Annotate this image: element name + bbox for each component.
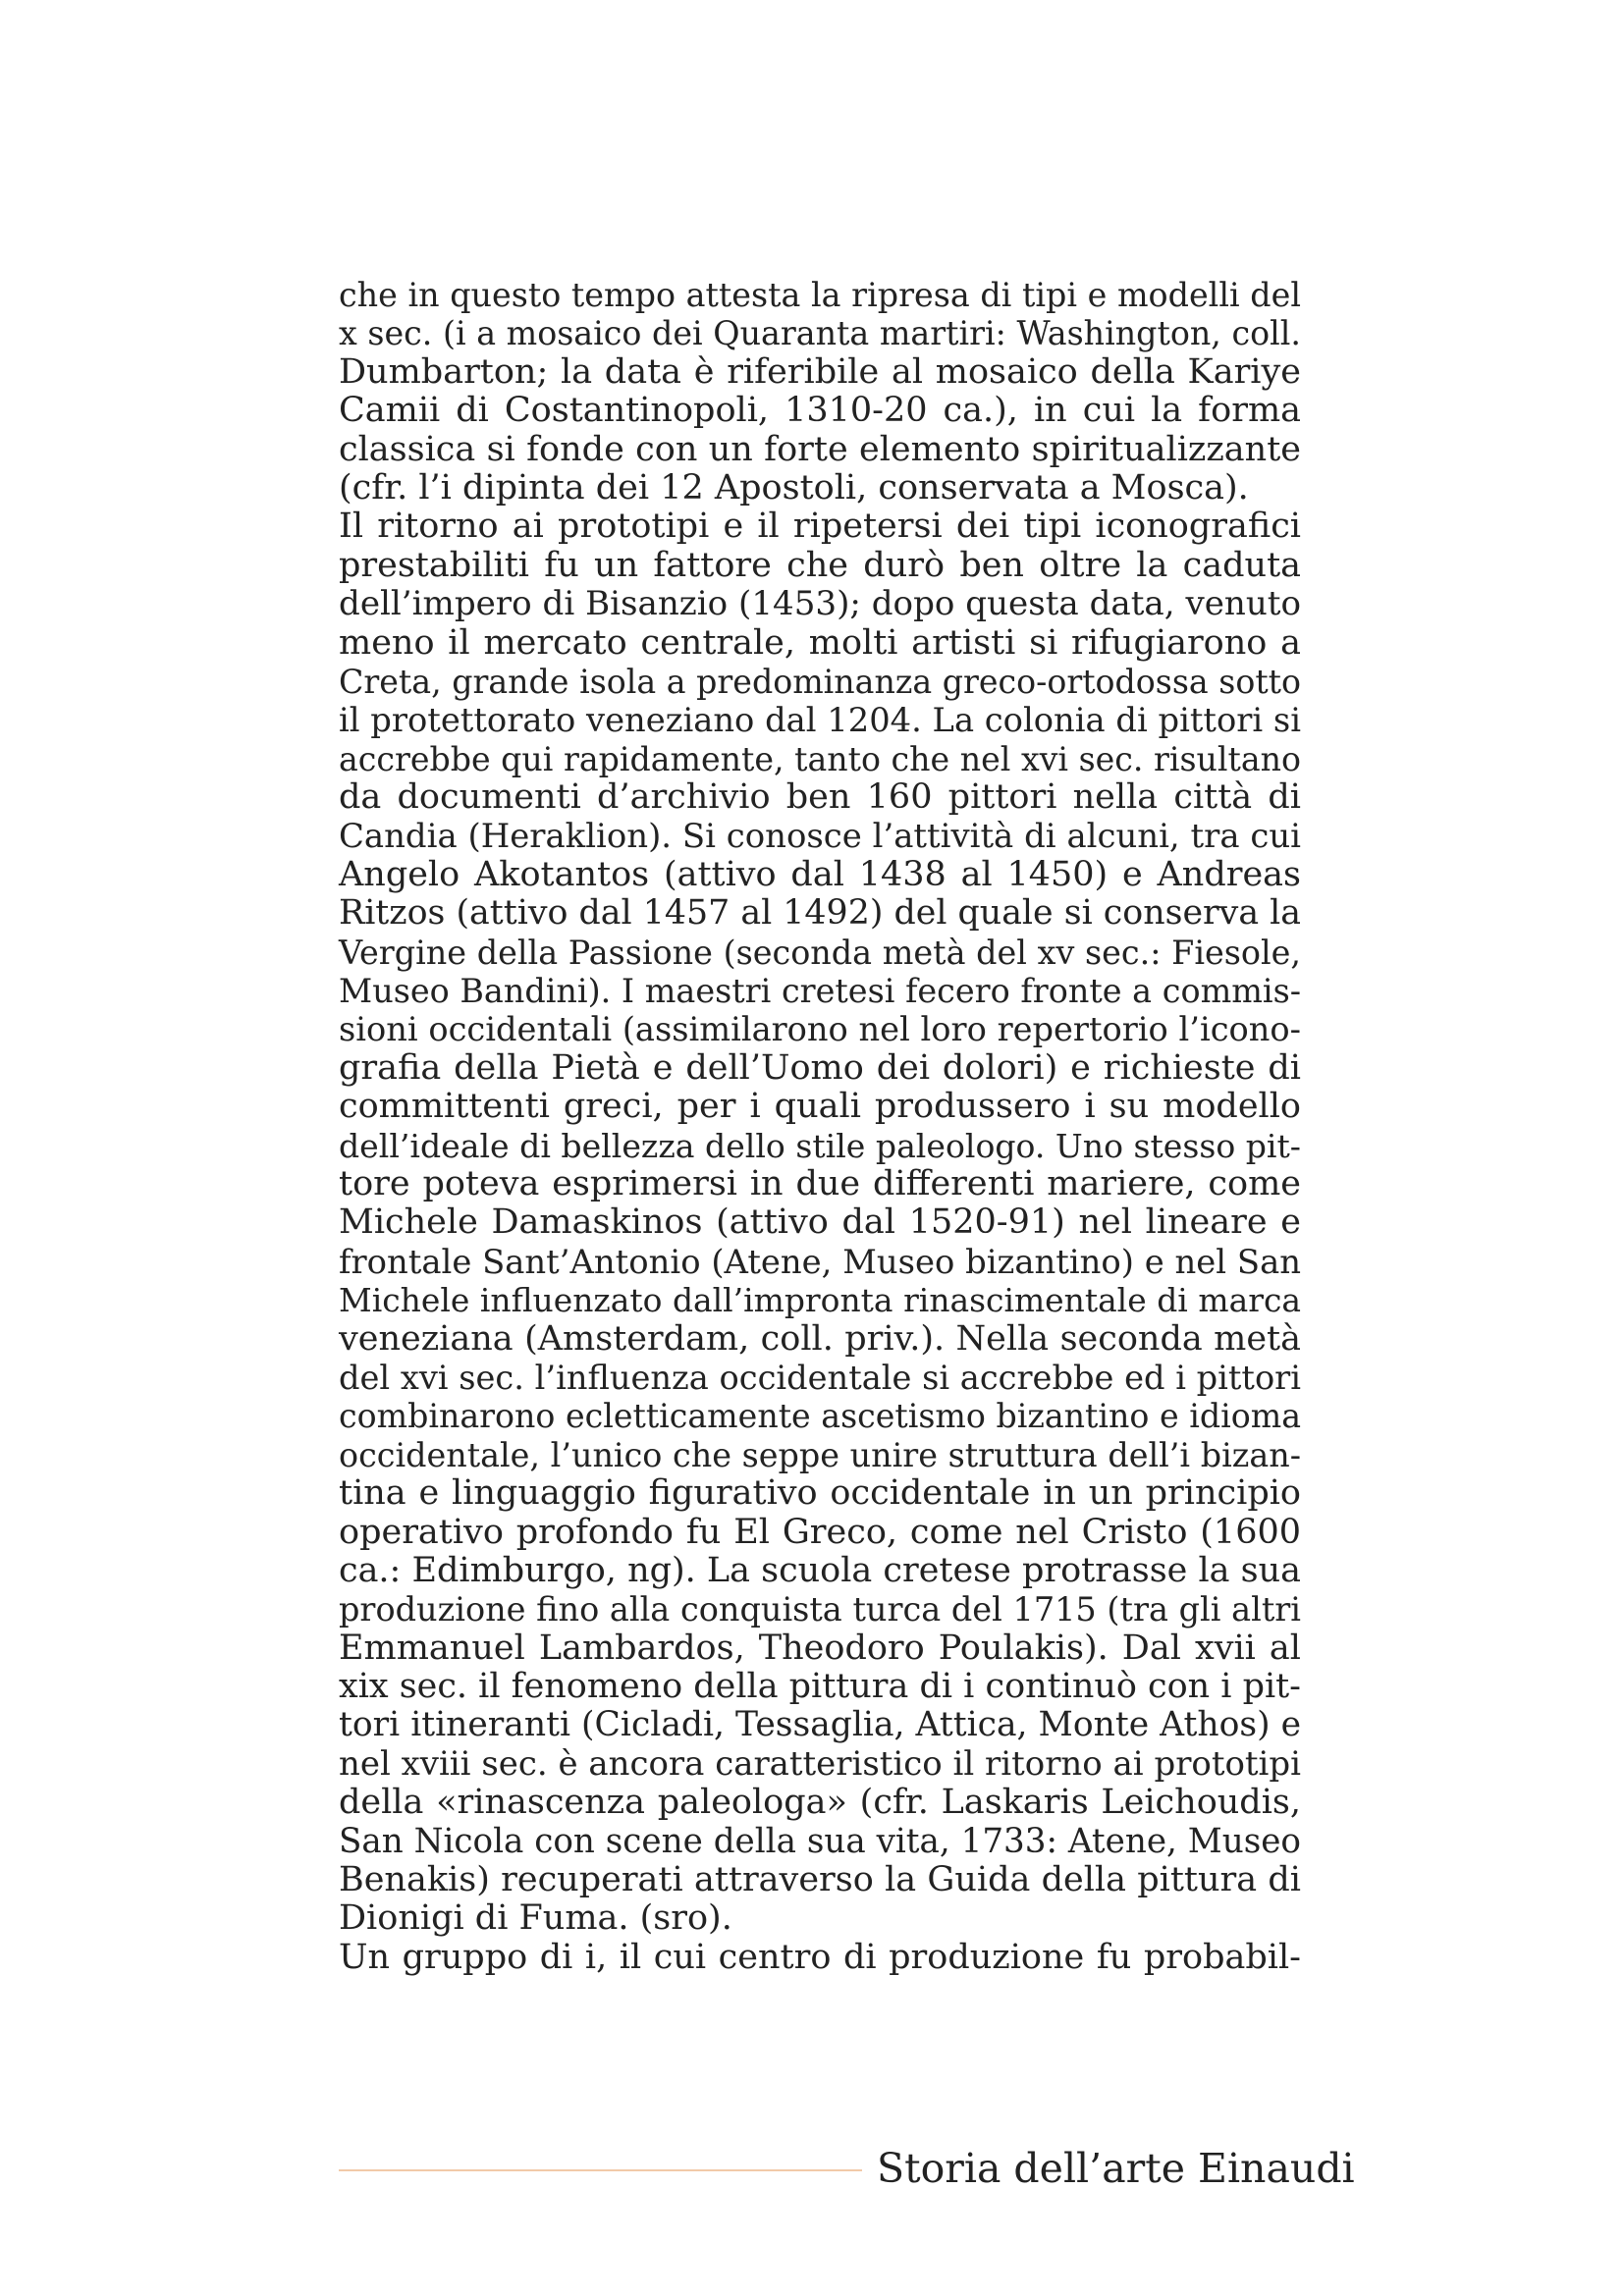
text-line: tina e linguaggio figurativo occidentale in un principio bbox=[339, 1473, 1301, 1514]
text-line: che in questo tempo attesta la ripresa di tipi e modelli del bbox=[339, 276, 1301, 314]
text-line: Il ritorno ai prototipi e il ripetersi dei tipi iconografici bbox=[339, 507, 1301, 547]
text-line: produzione fino alla conquista turca del 1715 (tra gli altri bbox=[339, 1590, 1301, 1629]
text-line: il protettorato veneziano dal 1204. La colonia di pittori si bbox=[339, 701, 1301, 740]
text-line: Un gruppo di i, il cui centro di produzione fu probabil- bbox=[339, 1937, 1301, 1977]
text-line: Ritzos (attivo dal 1457 al 1492) del quale si conserva la bbox=[339, 893, 1301, 934]
text-line: Dumbarton; la data è riferibile al mosaico della Kariye bbox=[339, 351, 1301, 392]
text-line: prestabiliti fu un fattore che durò ben oltre la caduta bbox=[339, 545, 1301, 585]
text-line: grafia della Pietà e dell’Uomo dei dolori) e richieste di bbox=[339, 1047, 1301, 1088]
text-line: occidentale, l’unico che seppe unire struttura dell’i bizan- bbox=[339, 1435, 1301, 1474]
text-line: Michele Damaskinos (attivo dal 1520-91) nel lineare e bbox=[339, 1202, 1301, 1243]
body-text bbox=[339, 276, 1301, 1977]
text-line: meno il mercato centrale, molti artisti si rifugiarono a bbox=[339, 622, 1301, 663]
text-line: x sec. (i a mosaico dei Quaranta martiri: Washington, coll. bbox=[339, 314, 1301, 353]
paragraph-3 bbox=[339, 1939, 1301, 1977]
text-line: della «rinascenza paleologa» (cfr. Laskaris Leichoudis, bbox=[339, 1783, 1301, 1823]
text-line: Benakis) recuperati attraverso la Guida della pittura di bbox=[339, 1860, 1301, 1900]
footer-title: Storia dell’arte Einaudi bbox=[877, 2145, 1355, 2192]
text-line: operativo profondo fu El Greco, come nel Cristo (1600 bbox=[339, 1512, 1301, 1552]
text-line: nel xviii sec. è ancora caratteristico il ritorno ai prototipi bbox=[339, 1743, 1301, 1784]
footer-rule bbox=[339, 2169, 862, 2171]
text-line: tori itineranti (Cicladi, Tessaglia, Attica, Monte Athos) e bbox=[339, 1705, 1301, 1745]
text-line: veneziana (Amsterdam, coll. priv.). Nella seconda metà bbox=[339, 1318, 1301, 1359]
text-line: sioni occidentali (assimilarono nel loro repertorio l’icono- bbox=[339, 1010, 1301, 1049]
text-line: Creta, grande isola a predominanza greco-ortodossa sotto bbox=[339, 662, 1301, 701]
text-line: ca.: Edimburgo, ng). La scuola cretese protrasse la sua bbox=[339, 1550, 1301, 1590]
text-line: (cfr. l’i dipinta dei 12 Apostoli, conservata a Mosca). bbox=[339, 467, 1249, 507]
text-line: Emmanuel Lambardos, Theodoro Poulakis). Dal xvii al bbox=[339, 1628, 1301, 1668]
text-line: del xvi sec. l’influenza occidentale si accrebbe ed i pittori bbox=[339, 1358, 1301, 1397]
text-line: frontale Sant’Antonio (Atene, Museo bizantino) e nel San bbox=[339, 1242, 1301, 1281]
text-line: San Nicola con scene della sua vita, 1733: Atene, Museo bbox=[339, 1821, 1301, 1861]
text-line: Vergine della Passione (seconda metà del xv sec.: Fiesole, bbox=[339, 933, 1301, 972]
text-line: classica si fonde con un forte elemento spiritualizzante bbox=[339, 429, 1301, 469]
text-line: tore poteva esprimersi in due differenti mariere, come bbox=[339, 1163, 1301, 1203]
text-line: Museo Bandini). I maestri cretesi fecero fronte a commis- bbox=[339, 972, 1301, 1011]
paragraph-1 bbox=[339, 276, 1301, 507]
text-line: committenti greci, per i quali produssero i su modello bbox=[339, 1087, 1301, 1127]
text-line: dell’impero di Bisanzio (1453); dopo questa data, venuto bbox=[339, 584, 1301, 624]
text-line: Candia (Heraklion). Si conosce l’attività di alcuni, tra cui bbox=[339, 817, 1301, 856]
text-line: Dionigi di Fuma. (sro). bbox=[339, 1898, 732, 1939]
text-line: da documenti d’archivio ben 160 pittori nella città di bbox=[339, 777, 1301, 818]
text-line: dell’ideale di bellezza dello stile paleologo. Uno stesso pit- bbox=[339, 1126, 1301, 1165]
text-line: Camii di Costantinopoli, 1310-20 ca.), in cui la forma bbox=[339, 391, 1301, 431]
text-line: accrebbe qui rapidamente, tanto che nel xvi sec. risultano bbox=[339, 739, 1301, 778]
text-line: Michele influenzato dall’impronta rinascimentale di marca bbox=[339, 1281, 1301, 1320]
text-line: combinarono ecletticamente ascetismo bizantino e idioma bbox=[339, 1397, 1301, 1436]
text-line: xix sec. il fenomeno della pittura di i continuò con i pit- bbox=[339, 1667, 1301, 1707]
paragraph-2 bbox=[339, 507, 1301, 1938]
text-line: Angelo Akotantos (attivo dal 1438 al 1450) e Andreas bbox=[339, 854, 1301, 894]
